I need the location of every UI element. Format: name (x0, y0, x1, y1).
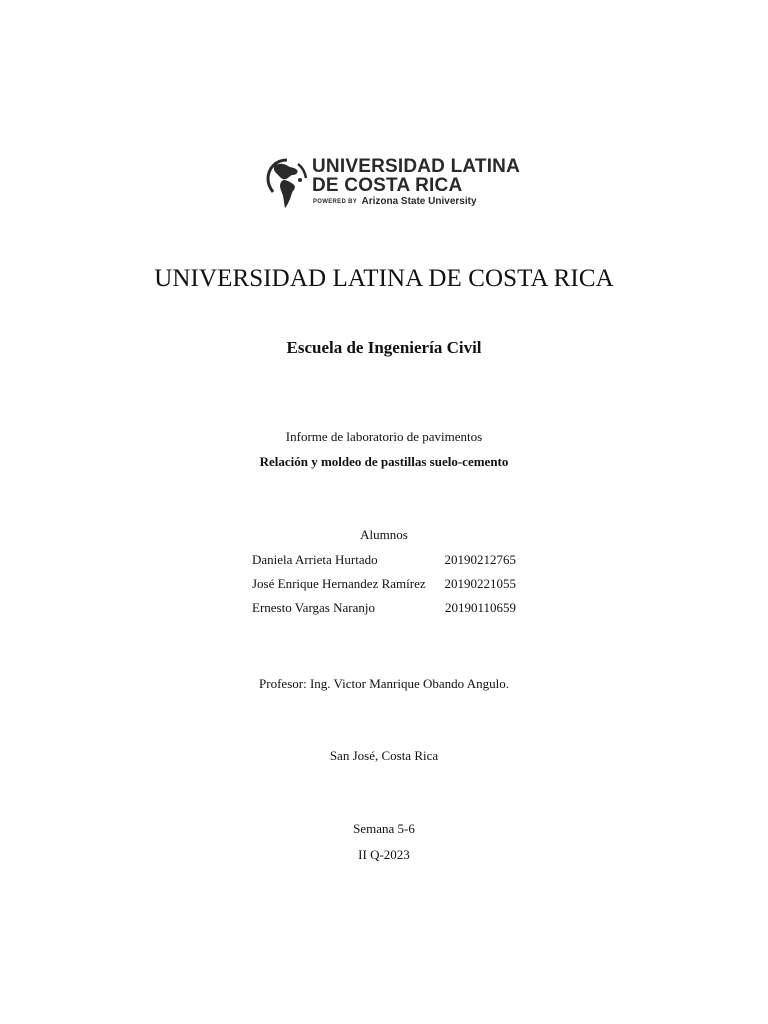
student-row (252, 551, 522, 569)
school-name: Escuela de Ingeniería Civil (286, 338, 482, 357)
report-title: Relación y moldeo de pastillas suelo-cemento (259, 454, 509, 469)
student-id: 20190110659 (444, 600, 516, 615)
logo-powered-by (313, 196, 477, 208)
student-row (252, 575, 522, 593)
students-heading: Alumnos (360, 527, 408, 542)
university-logo (266, 156, 521, 212)
globe-americas-icon (266, 158, 308, 210)
student-row (252, 599, 522, 617)
student-name: Ernesto Vargas Naranjo (252, 600, 375, 615)
logo-text-line1: UNIVERSIDAD LATINA (312, 156, 521, 177)
student-id: 20190212765 (444, 552, 516, 567)
student-name: Daniela Arrieta Hurtado (252, 552, 378, 567)
week-line: Semana 5-6 (353, 821, 415, 836)
powered-by-label: POWERED BY (313, 199, 358, 205)
logo-text-line2: DE COSTA RICA (312, 175, 463, 196)
partner-name: Arizona State University (361, 196, 477, 207)
document-title: UNIVERSIDAD LATINA DE COSTA RICA (154, 265, 614, 292)
student-name: José Enrique Hernandez Ramírez (252, 576, 426, 591)
student-id: 20190221055 (444, 576, 516, 591)
report-type: Informe de laboratorio de pavimentos (285, 429, 483, 444)
term-line: II Q-2023 (358, 847, 410, 862)
professor-line: Profesor: Ing. Victor Manrique Obando Angulo. (259, 676, 509, 691)
place-line: San José, Costa Rica (329, 748, 439, 763)
